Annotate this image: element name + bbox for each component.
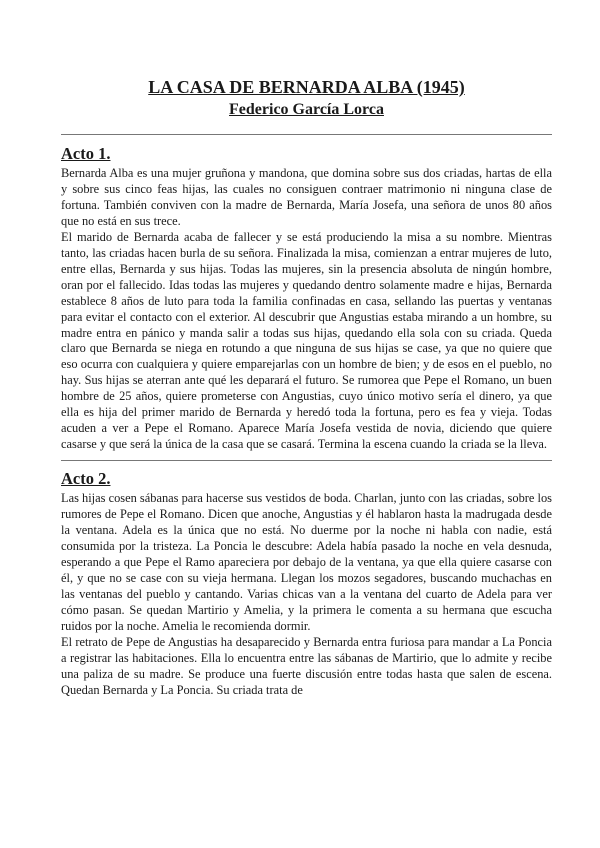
paragraph: El retrato de Pepe de Angustias ha desaparecido y Bernarda entra furiosa para mandar a La Poncia a registrar las habitaciones. Ella lo encuentra entre las sábanas de Martirio, que lo admite y recibe una paliza de su madre. Se produce una fuerte discusión entre todas hasta que salen de escena. Quedan Bernarda y La Poncia. Su criada trata de [61, 634, 552, 697]
section-heading: Acto 2. [61, 469, 111, 489]
paragraph: Bernarda Alba es una mujer gruñona y mandona, que domina sobre sus dos criadas, hartas de ella y sobre sus cinco feas hijas, las cuales no consiguen contraer matrimonio ni ninguna clase de fortuna. También conviven con la madre de Bernarda, María Josefa, una señora de unos 80 años que no está en sus trece. [61, 166, 552, 228]
paragraph: Las hijas cosen sábanas para hacerse sus vestidos de boda. Charlan, junto con las criadas, sobre los rumores de Pepe el Romano. Dicen que anoche, Angustias y él hablaron hasta la madrugada desde la ventana. Adela es la única que no está. No duerme por la noche ni habla con nadie, está consumida por la tristeza. La Poncia le descubre: Adela había pasado la noche en vela desnuda, esperando a que Pepe el Ramo apareciera por debajo de la ventana, ya que ella quiere casarse con él, y que no se case con su vieja hermana. Llegan los mozos segadores, buscando muchachas en las ventanas del pueblo y cantando. Varias chicas van a la ventana del cuarto de Adela para ver cómo pasan. Se quedan Martirio y Amelia, y la primera le comenta a su hermana que escucha ruidos por la noche. Amelia le recomienda dormir. [61, 491, 552, 633]
section-body [61, 166, 552, 453]
section-body [61, 491, 552, 698]
section-acto-2 [61, 469, 552, 698]
document-title: LA CASA DE BERNARDA ALBA (1945) [148, 77, 465, 97]
section-heading: Acto 1. [61, 144, 111, 163]
divider [61, 460, 552, 461]
document-author: Federico García Lorca [229, 101, 384, 118]
paragraph: El marido de Bernarda acaba de fallecer y se está produciendo la misa a su nombre. Mientras tanto, las criadas hacen burla de su señora. Finalizada la misa, comienzan a entrar mujeres de luto, entre ellas, Bernarda y sus hijas. Todas las mujeres, sin la presencia absoluta de ningún hombre, oran por el fallecido. Idas todas las mujeres y quedando dentro solamente madre e hijas, Bernarda establece 8 años de luto para toda la familia confinadas en casa, sellando las puertas y ventanas para evitar el contacto con el exterior. Al descubrir que Angustias estaba mirando a un hombre, su madre entra en pánico y manda salir a todas sus hijas, quedando ella sola con su criada. Queda claro que Bernarda se niega en rotundo a que ninguna de sus hijas se case, ya que no quiere que eso ocurra con cualquiera y quiere emparejarlas con un hombre de bien; y de esos en el pueblo, no hay. Sus hijas se aterran ante qué les deparará el futuro. Se rumorea que Pepe el Romano, un buen hombre de 25 años, quiere prometerse con Angustias, cuyo único motivo sería el dinero, ya que ella es hija del primer marido de Bernarda y heredó toda la fortuna, pero es fea y vieja. Todas acuden a ver a Pepe el Romano. Aparece María Josefa vestida de novia, diciendo que quiere casarse y que será la única de la casa que se casará. Termina la escena cuando la criada se la lleva. [61, 229, 552, 452]
divider [61, 134, 552, 135]
section-acto-1 [61, 144, 552, 453]
